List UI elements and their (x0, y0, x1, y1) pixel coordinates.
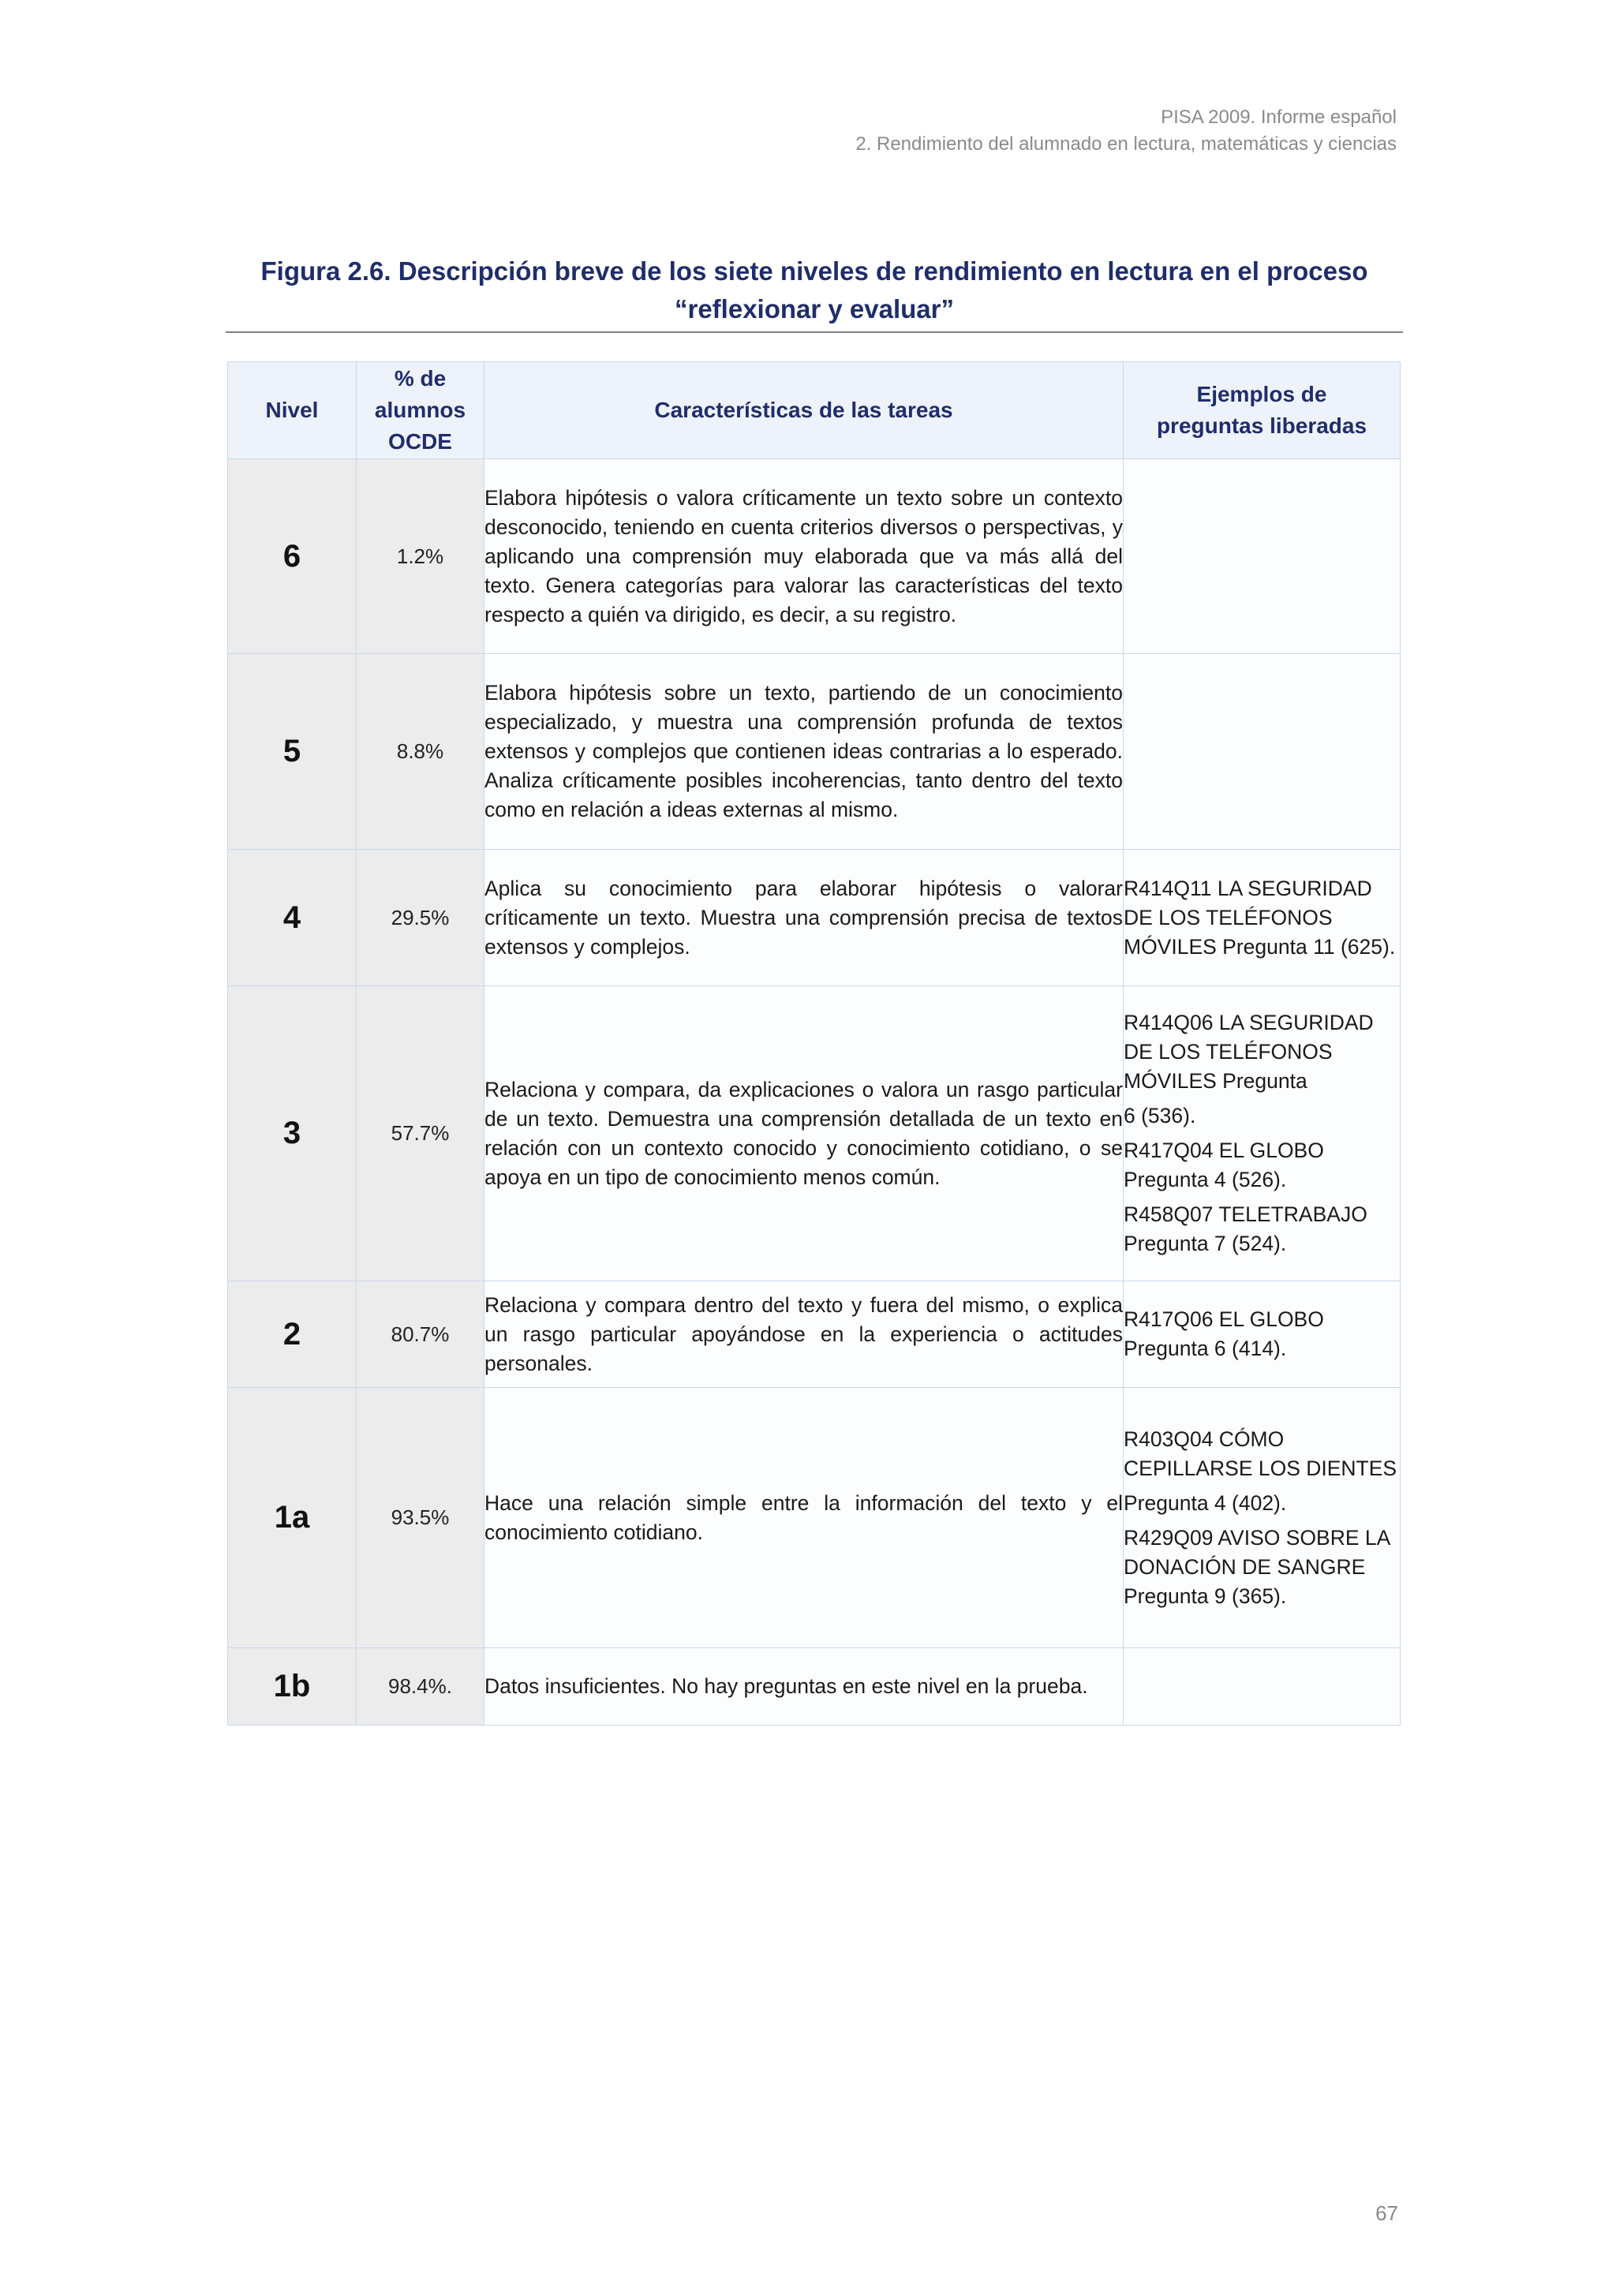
description-cell: Aplica su conocimiento para elaborar hipótesis o valorar críticamente un texto. Muestra una comprensión precisa de textos extensos y complejos. (484, 850, 1124, 986)
description-cell: Relaciona y compara dentro del texto y fuera del mismo, o explica un rasgo particular apoyándose en la experiencia o actitudes personales. (484, 1281, 1124, 1388)
level-cell: 4 (228, 850, 357, 986)
percent-cell: 93.5% (357, 1388, 484, 1648)
percent-cell: 57.7% (357, 986, 484, 1281)
examples-cell (1124, 1281, 1401, 1388)
figure-title (226, 252, 1403, 328)
example-item: Pregunta 4 (402). (1124, 1490, 1287, 1515)
table-row (228, 850, 1401, 986)
percent-cell: 29.5% (357, 850, 484, 986)
table-row (228, 1281, 1401, 1388)
header-pct (357, 362, 484, 459)
description-cell: Elabora hipótesis o valora críticamente un texto sobre un contexto desconocido, teniendo en cuenta criterios diversos o perspectivas, y aplicando una comprensión muy elaborada que va más allá del texto. Genera categorías para valorar las características del texto respecto a quién va dirigido, es decir, a su registro. (484, 459, 1124, 654)
table-row (228, 1648, 1401, 1726)
level-cell: 1b (228, 1648, 357, 1726)
example-item: 6 (536). (1124, 1104, 1196, 1127)
header-pct-line1: % de (394, 366, 447, 391)
examples-cell (1124, 986, 1401, 1281)
levels-table (227, 361, 1401, 1726)
description-cell: Elabora hipótesis sobre un texto, partiendo de un conocimiento especializado, y muestra una comprensión profunda de textos extensos y complejos que contienen ideas contrarias a lo esperado. Analiza críticamente posibles incoherencias, tanto dentro del texto como en relación a ideas externas al mismo. (484, 654, 1124, 850)
header-pct-line3: OCDE (388, 429, 452, 454)
description-cell: Relaciona y compara, da explicaciones o valora un rasgo particular de un texto. Demuestra una comprensión detallada de un texto en relación con un contexto conocido y conocimiento cotidiano, o se apoya en un tipo de conocimiento menos común. (484, 986, 1124, 1281)
title-divider (226, 331, 1403, 333)
description-cell: Hace una relación simple entre la información del texto y el conocimiento cotidiano. (484, 1388, 1124, 1648)
header-ejemplos (1124, 362, 1401, 459)
examples-cell (1124, 1648, 1401, 1726)
level-cell: 6 (228, 459, 357, 654)
examples-cell (1124, 654, 1401, 850)
table-row (228, 986, 1401, 1281)
table-row (228, 654, 1401, 850)
running-header (855, 104, 1397, 158)
level-cell: 2 (228, 1281, 357, 1388)
examples-cell (1124, 1388, 1401, 1648)
table-row (228, 459, 1401, 654)
example-item: R403Q04 CÓMO CEPILLARSE LOS DIENTES (1124, 1427, 1397, 1480)
percent-cell: 1.2% (357, 459, 484, 654)
level-cell: 1a (228, 1388, 357, 1648)
figure-title-line2: “reflexionar y evaluar” (674, 294, 954, 323)
header-ejemplos-line1: Ejemplos de (1196, 382, 1327, 406)
example-item: R417Q04 EL GLOBO Pregunta 4 (526). (1124, 1139, 1324, 1191)
percent-cell: 80.7% (357, 1281, 484, 1388)
example-item: R458Q07 TELETRABAJO Pregunta 7 (524). (1124, 1202, 1367, 1255)
example-item: R429Q09 AVISO SOBRE LA DONACIÓN DE SANGRE Pregunta 9 (365). (1124, 1525, 1390, 1608)
percent-cell: 8.8% (357, 654, 484, 850)
running-header-chapter: 2. Rendimiento del alumnado en lectura, matemáticas y ciencias (855, 133, 1397, 155)
header-nivel: Nivel (228, 362, 357, 459)
example-item: R414Q06 LA SEGURIDAD DE LOS TELÉFONOS MÓVILES Pregunta (1124, 1011, 1374, 1093)
header-ejemplos-line2: preguntas liberadas (1156, 413, 1367, 438)
examples-cell (1124, 850, 1401, 986)
level-cell: 5 (228, 654, 357, 850)
page-number: 67 (1375, 2201, 1398, 2225)
description-cell: Datos insuficientes. No hay preguntas en este nivel en la prueba. (484, 1648, 1124, 1726)
example-item: R417Q06 EL GLOBO Pregunta 6 (414). (1124, 1307, 1324, 1360)
running-header-title: PISA 2009. Informe español (1161, 107, 1397, 128)
header-tareas: Características de las tareas (484, 362, 1124, 459)
percent-cell: 98.4%. (357, 1648, 484, 1726)
figure-title-line1: Figura 2.6. Descripción breve de los siete niveles de rendimiento en lectura en el proceso (260, 256, 1368, 286)
examples-cell (1124, 459, 1401, 654)
table-header-row (228, 362, 1401, 459)
header-pct-line2: alumnos (374, 398, 466, 422)
table-row (228, 1388, 1401, 1648)
example-item: R414Q11 LA SEGURIDAD DE LOS TELÉFONOS MÓVILES Pregunta 11 (625). (1124, 876, 1396, 959)
level-cell: 3 (228, 986, 357, 1281)
